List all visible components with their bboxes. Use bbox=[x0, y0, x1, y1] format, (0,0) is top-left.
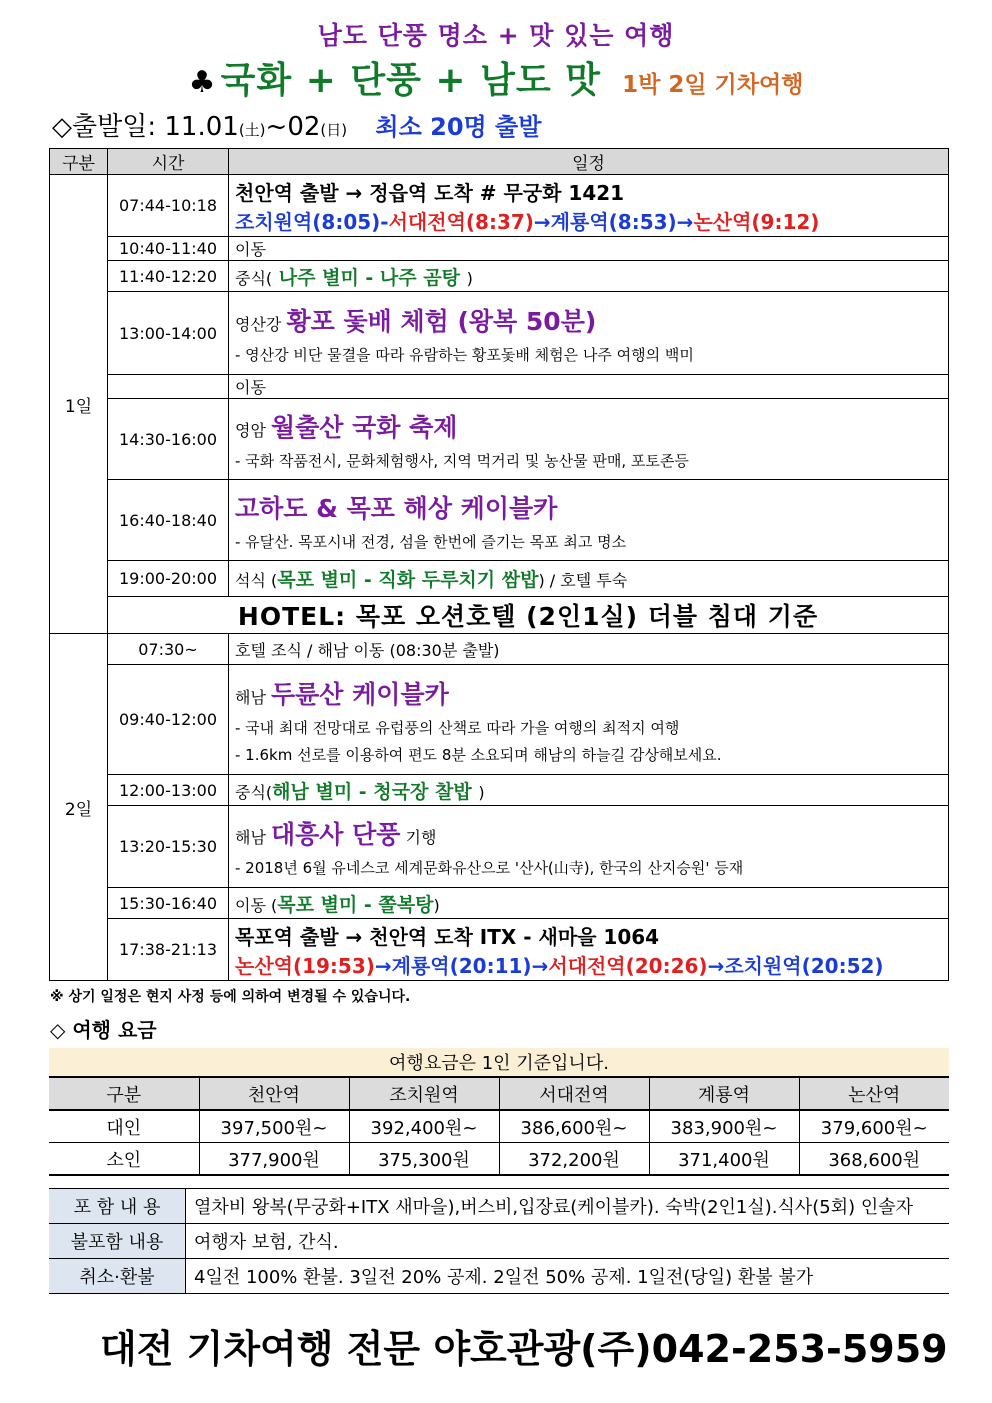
activity-suffix: 기행 bbox=[400, 828, 437, 847]
table-row bbox=[50, 919, 949, 981]
fare-header-row bbox=[49, 1077, 949, 1110]
schedule-table bbox=[49, 148, 949, 981]
departure-day2: (日) bbox=[320, 121, 348, 139]
activity-title: 고하도 & 목포 해상 케이블카 bbox=[235, 493, 558, 523]
info-row-refund bbox=[49, 1259, 949, 1294]
time-cell: 09:40-12:00 bbox=[108, 665, 229, 775]
info-label: 취소·환불 bbox=[49, 1259, 186, 1294]
table-row bbox=[50, 292, 949, 375]
table-row bbox=[50, 480, 949, 561]
meal-prefix: 이동 ( bbox=[235, 895, 278, 915]
header-title: 국화 + 단풍 + 남도 맛 bbox=[220, 60, 601, 101]
table-row bbox=[50, 261, 949, 292]
station-stop: →조치원역(20:52) bbox=[707, 953, 884, 978]
info-table bbox=[49, 1188, 949, 1294]
fare-cell: 397,500원~ bbox=[199, 1110, 349, 1143]
fare-cell: 372,200원 bbox=[499, 1143, 649, 1176]
time-cell: 13:20-15:30 bbox=[108, 806, 229, 888]
fare-section-title: ◇ 여행 요금 bbox=[50, 1018, 157, 1042]
table-row bbox=[50, 399, 949, 480]
meal-suffix: ) bbox=[433, 895, 440, 915]
place-prefix: 해남 bbox=[235, 687, 271, 707]
meal-name: 목포 별미 - 쫄복탕 bbox=[277, 893, 434, 916]
train-route: 천안역 출발 → 정읍역 도착 # 무궁화 1421 bbox=[235, 180, 625, 205]
table-row bbox=[50, 237, 949, 261]
time-cell: 07:44-10:18 bbox=[108, 175, 229, 237]
itinerary-cell bbox=[229, 399, 949, 480]
itinerary-cell: 이동 bbox=[229, 375, 949, 399]
col-header-itinerary: 일정 bbox=[229, 149, 949, 175]
header-line1: 남도 단풍 명소 + 맛 있는 여행 bbox=[317, 21, 675, 50]
info-value: 4일전 100% 환불. 3일전 20% 공제. 2일전 50% 공제. 1일전(당일) 환불 불가 bbox=[186, 1259, 950, 1294]
meal-prefix: 석식 ( bbox=[235, 571, 278, 590]
club-icon: ♣ bbox=[188, 65, 216, 100]
header-subtitle: 1박 2일 기차여행 bbox=[622, 72, 804, 98]
meal-suffix: ) / 호텔 투숙 bbox=[538, 571, 628, 590]
activity-title: 대흥사 단풍 bbox=[271, 820, 401, 849]
meal-suffix: ) bbox=[466, 268, 473, 288]
fare-col-header: 구분 bbox=[49, 1077, 199, 1110]
place-prefix: 영암 bbox=[235, 420, 271, 440]
departure-label: ◇출발일: 11.01 bbox=[52, 112, 239, 142]
company-contact: 대전 기차여행 전문 야호관광(주)042-253-5959 bbox=[100, 1327, 948, 1371]
table-row bbox=[50, 375, 949, 399]
time-cell: 13:00-14:00 bbox=[108, 292, 229, 375]
activity-description: - 영산강 비단 물결을 따라 유람하는 황포돛배 체험은 나주 여행의 백미 bbox=[235, 345, 694, 364]
meal-name: 목포 별미 - 직화 두루치기 쌈밥 bbox=[277, 569, 539, 591]
itinerary-cell bbox=[229, 175, 949, 237]
table-row bbox=[50, 775, 949, 806]
departure-day1: (土) bbox=[238, 121, 266, 139]
itinerary-cell bbox=[229, 665, 949, 775]
fare-cell: 377,900원 bbox=[199, 1143, 349, 1176]
schedule-note: ※ 상기 일정은 현지 사정 등에 의하여 변경될 수 있습니다. bbox=[50, 989, 411, 1005]
activity-description: - 1.6km 선로를 이용하여 편도 8분 소요되며 해남의 하늘길 감상해보세요. bbox=[235, 745, 722, 764]
fare-cell: 386,600원~ bbox=[499, 1110, 649, 1143]
itinerary-cell bbox=[229, 480, 949, 561]
day2-label: 2일 bbox=[50, 634, 108, 981]
fare-cell: 392,400원~ bbox=[349, 1110, 499, 1143]
time-cell: 15:30-16:40 bbox=[108, 888, 229, 919]
meal-prefix: 중식( bbox=[235, 268, 273, 288]
table-row bbox=[50, 561, 949, 597]
header-title-row bbox=[0, 52, 992, 103]
itinerary-cell bbox=[229, 919, 949, 981]
activity-description: - 국화 작품전시, 문화체험행사, 지역 먹거리 및 농산물 판매, 포토존등 bbox=[235, 451, 689, 470]
activity-description: - 2018년 6월 유네스코 세계문화유산으로 '산사(山寺), 한국의 산지승원' 등재 bbox=[235, 859, 744, 877]
time-cell: 19:00-20:00 bbox=[108, 561, 229, 597]
train-route: 목포역 출발 → 천안역 도착 ITX - 새마을 1064 bbox=[235, 924, 660, 949]
station-stop: 조치원역(8:05)- bbox=[235, 209, 389, 234]
station-stop: →계룡역(8:53)→ bbox=[533, 209, 694, 234]
fare-cell: 379,600원~ bbox=[799, 1110, 949, 1143]
itinerary-cell bbox=[229, 561, 949, 597]
time-cell: 17:38-21:13 bbox=[108, 919, 229, 981]
info-value: 여행자 보험, 간식. bbox=[186, 1224, 950, 1259]
fare-cell: 368,600원 bbox=[799, 1143, 949, 1176]
station-stop: 논산역(19:53) bbox=[235, 953, 375, 978]
itinerary-cell bbox=[229, 775, 949, 806]
fare-row-child bbox=[49, 1143, 949, 1176]
place-prefix: 해남 bbox=[235, 828, 271, 847]
station-stop: 서대전역(20:26) bbox=[548, 953, 708, 978]
info-row-excluded bbox=[49, 1224, 949, 1259]
itinerary-cell bbox=[229, 806, 949, 888]
time-cell: 10:40-11:40 bbox=[108, 237, 229, 261]
meal-name: 해남 별미 - 청국장 찰밥 bbox=[272, 780, 479, 803]
fare-cell: 371,400원 bbox=[649, 1143, 799, 1176]
itinerary-cell bbox=[229, 261, 949, 292]
hotel-info: HOTEL: 목포 오션호텔 (2인1실) 더블 침대 기준 bbox=[108, 597, 949, 634]
fare-cell: 383,900원~ bbox=[649, 1110, 799, 1143]
fare-caption: 여행요금은 1인 기준입니다. bbox=[49, 1048, 949, 1077]
table-row bbox=[50, 806, 949, 888]
activity-title: 두륜산 케이블카 bbox=[271, 679, 449, 709]
fare-col-header: 계룡역 bbox=[649, 1077, 799, 1110]
time-cell: 07:30~ bbox=[108, 634, 229, 665]
fare-col-header: 조치원역 bbox=[349, 1077, 499, 1110]
table-row bbox=[50, 175, 949, 237]
meal-prefix: 중식( bbox=[235, 782, 273, 802]
fare-cell: 대인 bbox=[106, 1117, 142, 1139]
itinerary-cell: 호텔 조식 / 해남 이동 (08:30분 출발) bbox=[229, 634, 949, 665]
col-header-time: 시간 bbox=[108, 149, 229, 175]
time-cell: 16:40-18:40 bbox=[108, 480, 229, 561]
activity-title: 월출산 국화 축제 bbox=[271, 412, 458, 442]
station-stop: 서대전역(8:37) bbox=[388, 209, 534, 234]
fare-col-header: 논산역 bbox=[799, 1077, 949, 1110]
place-prefix: 영산강 bbox=[235, 314, 287, 334]
info-value: 열차비 왕복(무궁화+ITX 새마을),버스비,입장료(케이블카). 숙박(2인1실).식사(5회) 인솔자 bbox=[186, 1189, 950, 1224]
time-cell: 11:40-12:20 bbox=[108, 261, 229, 292]
time-cell: 12:00-13:00 bbox=[108, 775, 229, 806]
fare-table bbox=[49, 1048, 949, 1176]
fare-cell: 375,300원 bbox=[349, 1143, 499, 1176]
fare-col-header: 천안역 bbox=[199, 1077, 349, 1110]
activity-description: - 국내 최대 전망대로 유럽풍의 산책로 따라 가을 여행의 최적지 여행 bbox=[235, 718, 680, 737]
activity-description: - 유달산. 목포시내 전경, 섬을 한번에 즐기는 목포 최고 명소 bbox=[235, 532, 627, 551]
fare-row-adult bbox=[49, 1110, 949, 1143]
table-row bbox=[50, 634, 949, 665]
info-row-included bbox=[49, 1189, 949, 1224]
info-label: 포 함 내 용 bbox=[49, 1189, 186, 1224]
departure-line bbox=[52, 106, 541, 143]
table-row bbox=[50, 888, 949, 919]
time-cell: 14:30-16:00 bbox=[108, 399, 229, 480]
time-cell bbox=[108, 375, 229, 399]
schedule-header-row bbox=[50, 149, 949, 175]
station-stop: 논산역(9:12) bbox=[693, 209, 820, 234]
info-label: 불포함 내용 bbox=[49, 1224, 186, 1259]
table-row bbox=[50, 665, 949, 775]
fare-col-header: 서대전역 bbox=[499, 1077, 649, 1110]
col-header-division: 구분 bbox=[50, 149, 108, 175]
fare-caption-row bbox=[49, 1048, 949, 1077]
station-stop: →계룡역(20:11)→ bbox=[374, 953, 549, 978]
activity-title: 황포 돛배 체험 (왕복 50분) bbox=[286, 306, 597, 336]
fare-cell: 소인 bbox=[49, 1143, 199, 1176]
minimum-participants: 최소 20명 출발 bbox=[375, 113, 542, 141]
itinerary-cell bbox=[229, 292, 949, 375]
meal-suffix: ) bbox=[478, 782, 485, 802]
meal-name: 나주 별미 - 나주 곰탕 bbox=[272, 266, 467, 289]
itinerary-cell: 이동 bbox=[229, 237, 949, 261]
itinerary-cell bbox=[229, 888, 949, 919]
hotel-row bbox=[50, 597, 949, 634]
departure-tilde: ~02 bbox=[265, 112, 321, 142]
day1-label: 1일 bbox=[50, 175, 108, 634]
